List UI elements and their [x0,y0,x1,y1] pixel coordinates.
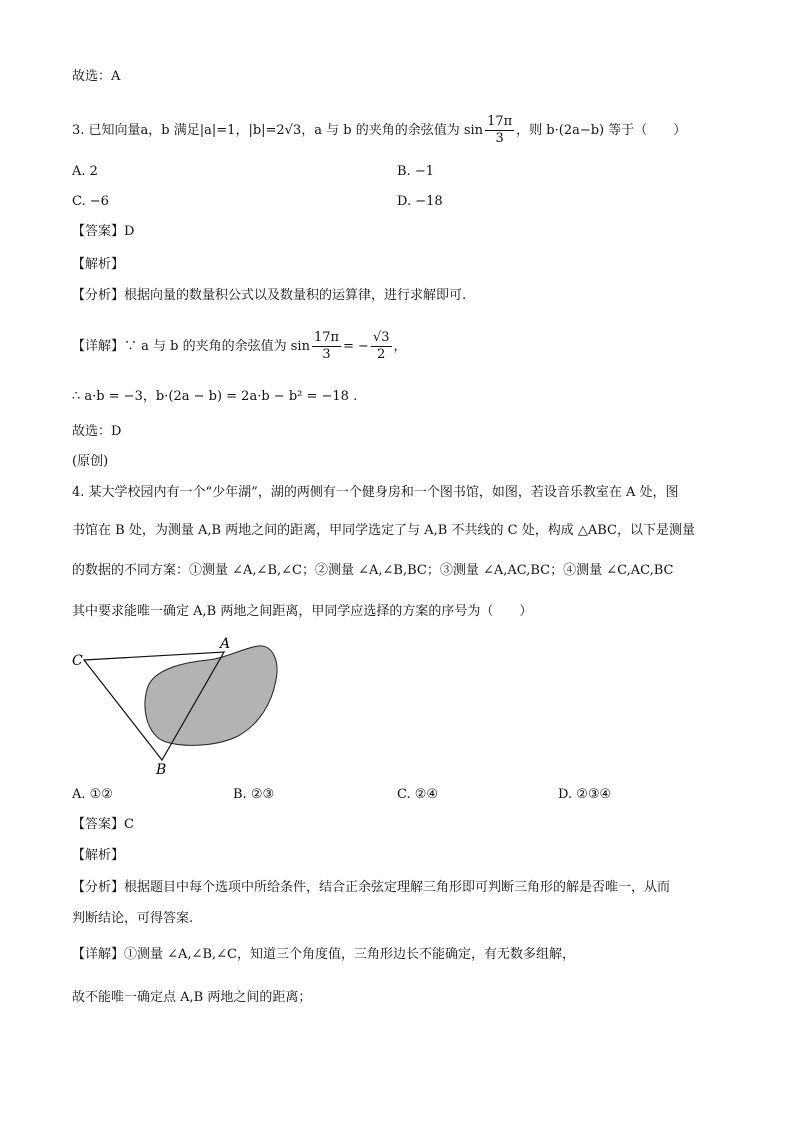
q3-final-answer: 故选：D [72,424,122,439]
q3-frac-num: 17π [487,114,513,129]
q3-detail-frac1 [312,330,341,363]
q3-detail-frac2-den: 2 [377,347,386,362]
q4-stem-line1: 4. 某大学校园内有一个“少年湖”，湖的两侧有一个健身房和一个图书馆，如图，若设音乐教室在 A 处，图 [72,485,679,500]
q4-detail-line1: 【详解】①测量 ∠A,∠B,∠C，知道三个角度值，三角形边长不能确定，有无数多组解， [72,947,575,962]
q3-detail-frac1-num: 17π [313,330,340,345]
q3-detail-end: ， [393,339,407,354]
q4-analysis-line2: 判断结论，可得答案. [72,911,194,926]
q3-stem-number: 3. 已知向量 [72,123,141,138]
vertex-label-a: A [220,636,231,652]
q4-option-a: A. ①② [72,787,113,802]
q3-detail-frac2 [371,330,392,363]
q2-final-answer: 故选：A [72,69,121,84]
q4-answer: 【答案】C [72,817,134,832]
q3-option-a: A. 2 [72,164,98,179]
lake-shape [145,646,277,746]
q3-detail-frac1-den: 3 [322,347,331,362]
q4-stem-line4: 其中要求能唯一确定 A,B 两地之间距离，甲同学应选择的方案的序号为（ ） [72,604,533,619]
q3-stem-angle: a 与 b 的夹角的余弦值为 sin [314,123,484,138]
vertex-label-c: C [72,653,83,669]
q3-frac-den: 3 [495,131,504,146]
q4-option-b: B. ②③ [233,787,275,802]
q3-stem-fraction [485,114,514,147]
q3-stem-magnitudes: |a|=1，|b|=2√3， [199,123,315,138]
q4-analysis-title: 【解析】 [72,848,125,863]
q4-detail-line2: 故不能唯一确定点 A,B 两地之间的距离； [72,990,312,1005]
lake-triangle-figure [66,632,296,782]
q3-detail [72,330,407,363]
q3-answer: 【答案】D [72,224,135,239]
q3-detail-text: 【详解】∵ a 与 b 的夹角的余弦值为 sin [72,339,310,354]
q3-stem-vectors: a，b 满足 [140,123,200,138]
q3-option-c: C. −6 [72,194,109,209]
q3-detail-frac2-num: √3 [372,330,390,345]
q3-option-b: B. −1 [397,164,434,179]
q3-detail-eq: = − [343,339,369,354]
q3-option-d: D. −18 [397,194,443,209]
q4-stem-line2: 书馆在 B 处，为测量 A,B 两地之间的距离，甲同学选定了与 A,B 不共线的 C 处，构成 △ABC，以下是测量 [72,523,695,538]
q4-analysis-line1: 【分析】根据题目中每个选项中所给条件，结合正余弦定理解三角形即可判断三角形的解是否唯一，从而 [72,880,671,895]
q3-analysis-title: 【解析】 [72,257,125,272]
q3-stem-tail: ，则 b·(2a−b) 等于（ ） [516,123,687,138]
q3-detail-line2: ∴ a·b = −3，b·(2a − b) = 2a·b − b² = −18 . [72,389,358,404]
q4-option-d: D. ②③④ [558,787,612,802]
q3-stem [72,114,686,147]
q3-analysis-summary: 【分析】根据向量的数量积公式以及数量积的运算律，进行求解即可. [72,288,467,303]
q3-source: (原创) [72,454,109,469]
q4-option-c: C. ②④ [397,787,439,802]
vertex-label-b: B [156,762,167,778]
q4-stem-line3: 的数据的不同方案：①测量 ∠A,∠B,∠C；②测量 ∠A,∠B,BC；③测量 ∠A,AC,BC；④测量 ∠C,AC,BC [72,563,674,578]
